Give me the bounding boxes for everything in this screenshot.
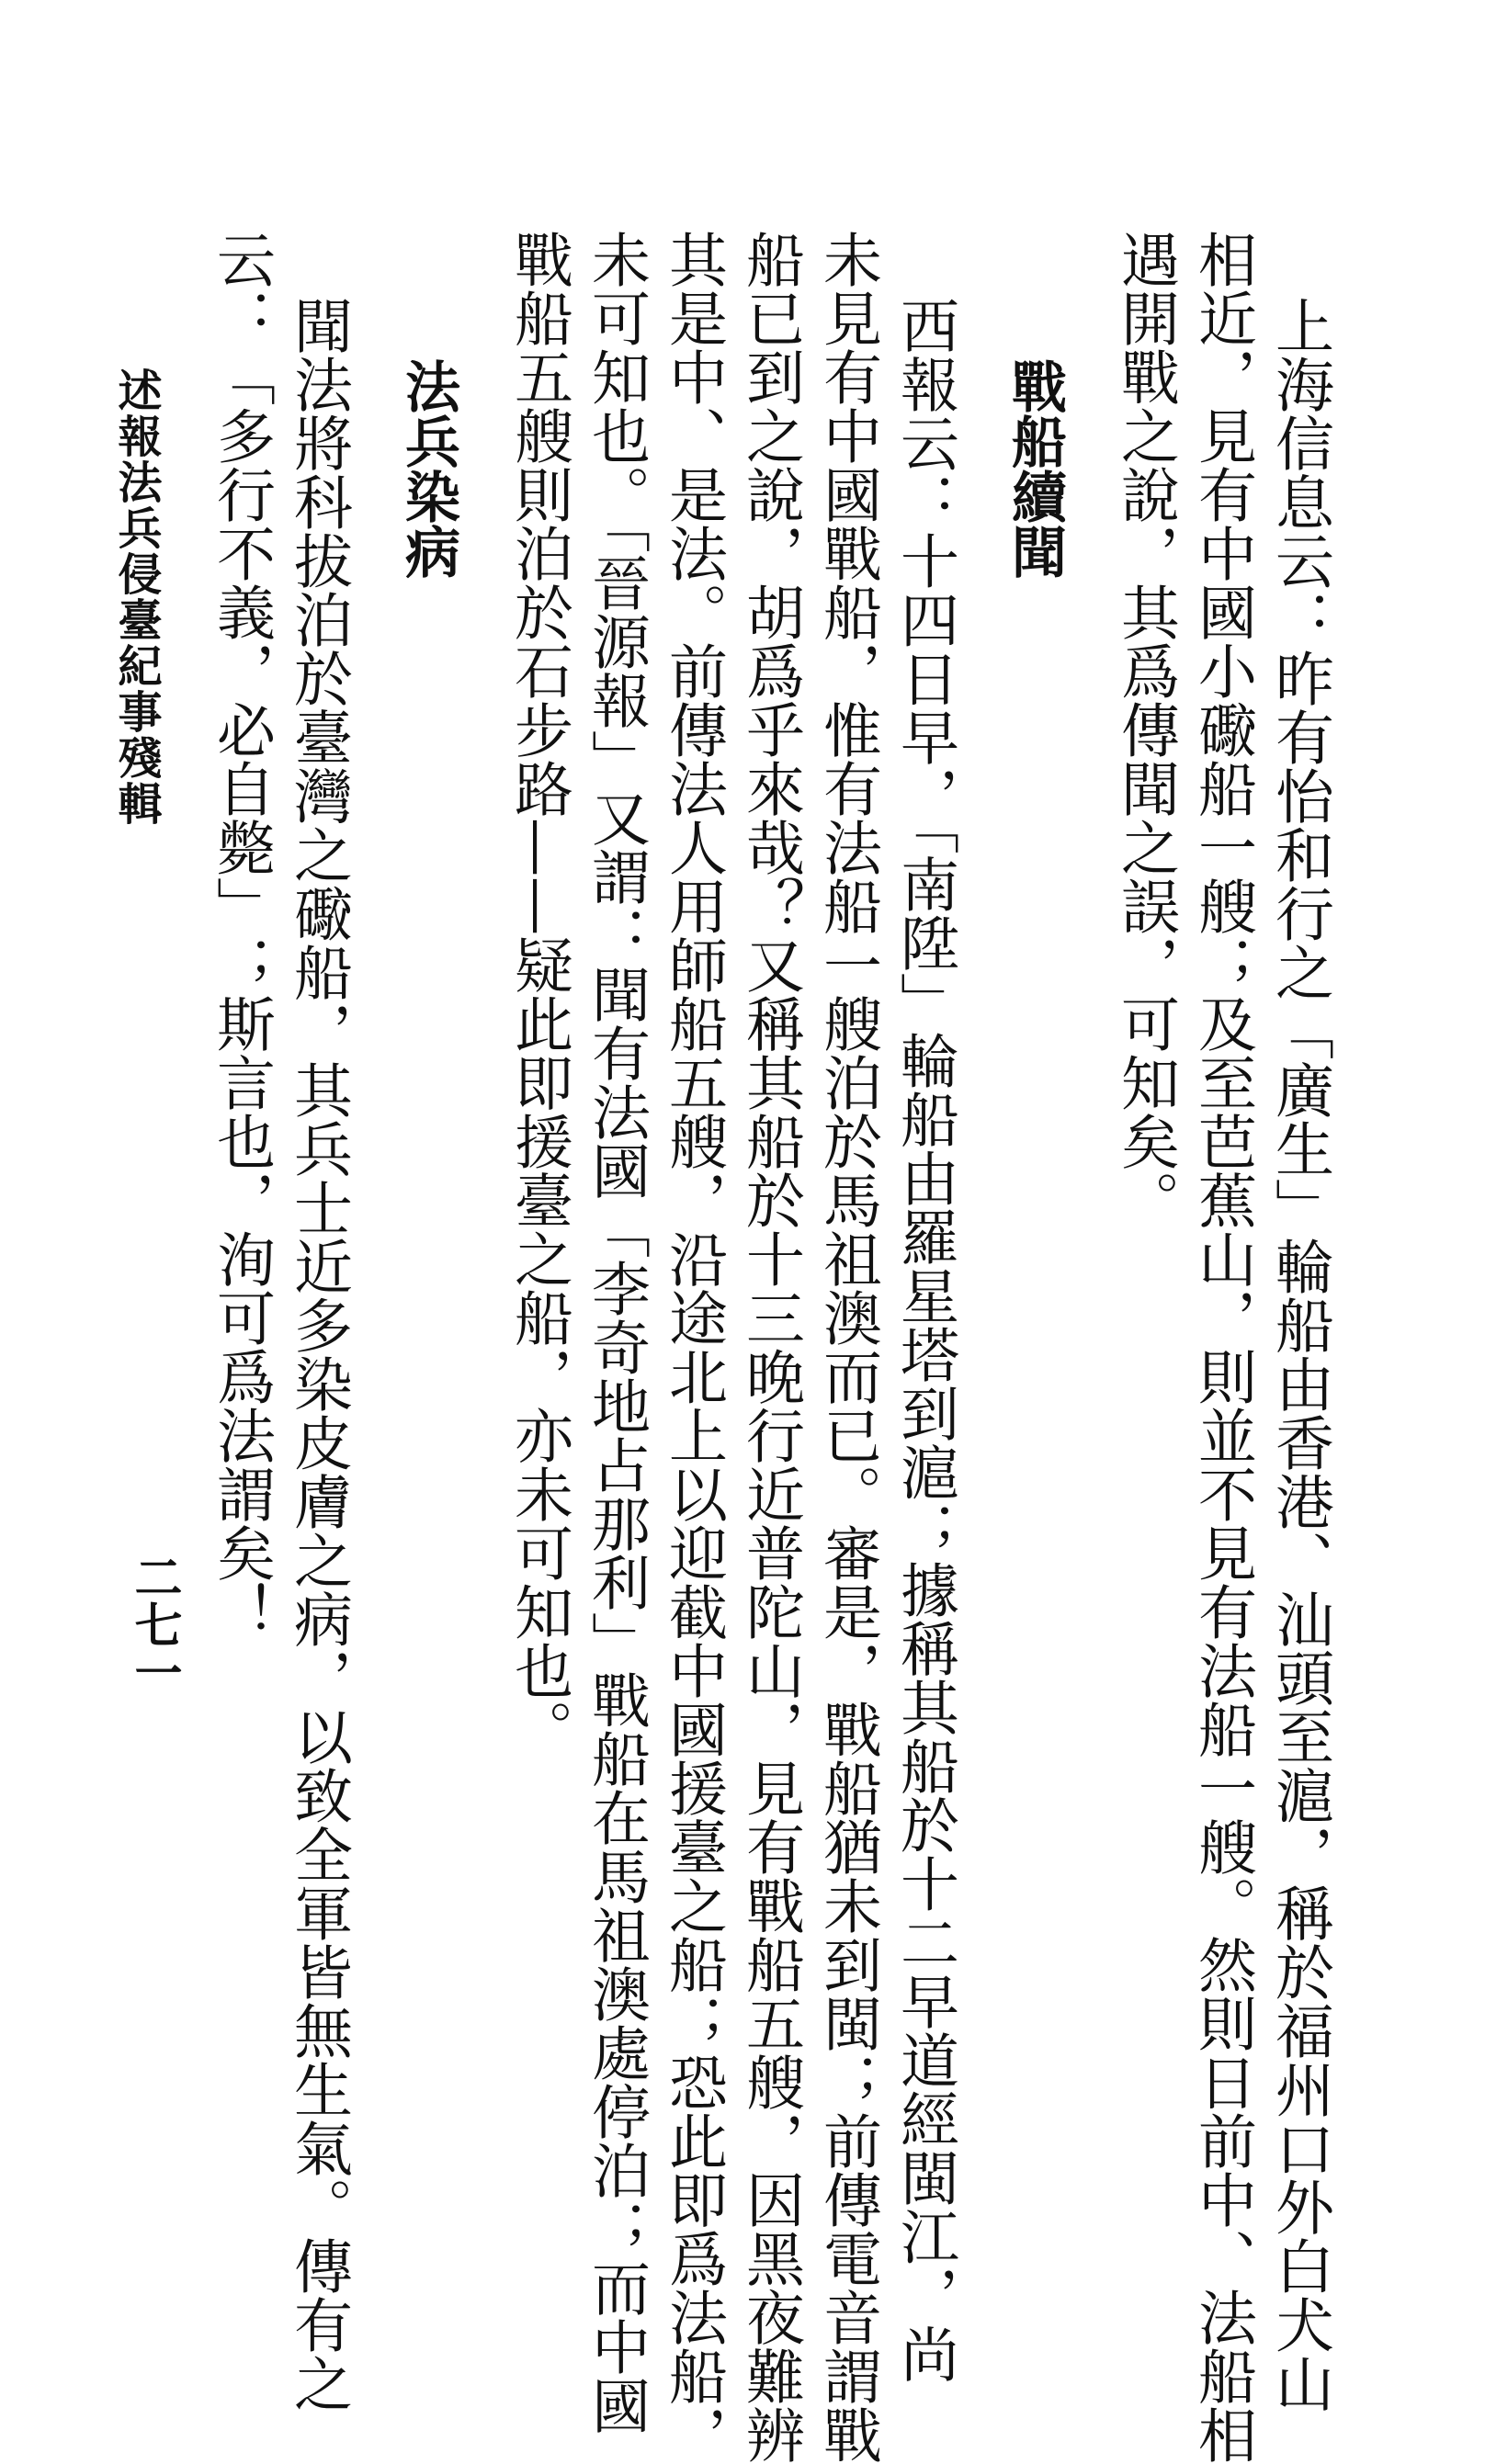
paragraph-line: 聞法將科拔泊於臺灣之礮船，其兵士近多染皮膚之病，以致全軍皆無生氣。傳有之: [284, 296, 352, 2413]
paragraph-line: 上海信息云：昨有怡和行之「廣生」輪船由香港、汕頭至滬，稱於福州口外白犬山: [1265, 296, 1333, 2413]
paragraph-line: 遇開戰之說，其爲傳聞之誤，可知矣。: [1111, 230, 1179, 1229]
paragraph-line: 云：「多行不義，必自斃」；斯言也，洵可爲法謂矣！: [207, 230, 275, 1641]
paragraph-line: 西報云：十四日早，「南陞」輪船由羅星塔到滬；據稱其船於十二早道經閩江，尚: [890, 296, 958, 2383]
paragraph-line: 戰船五艘則泊於石步路——疑此即援臺之船，亦未可知也。: [504, 230, 572, 1758]
paragraph-line: 船已到之說，胡爲乎來哉？又稱其船於十三晚行近普陀山，見有戰船五艘，因黑夜難辨: [736, 230, 804, 2464]
paragraph-line: 未可知也。「晉源報」又謂：聞有法國「李奇地占那利」戰船在馬祖澳處停泊；而中國: [582, 230, 650, 2435]
paragraph-line: 相近，見有中國小礮船一艘；及至芭蕉山，則並不見有法船一艘。然則日前中、法船相: [1188, 230, 1256, 2464]
paragraph-line: 未見有中國戰船，惟有法船一艘泊於馬祖澳而已。審是，戰船猶未到閩；前傳電音謂戰: [813, 230, 881, 2464]
section-heading-warships: 戰船續聞: [1003, 358, 1067, 579]
main-text: [202, 230, 1338, 2464]
section-heading-disease: 法兵染病: [396, 358, 460, 579]
page-number: 二七一: [126, 1553, 181, 1696]
running-title: 述報法兵侵臺紀事殘輯: [110, 367, 162, 827]
paragraph-line: 其是中、是法。前傳法人用師船五艘，沿途北上以迎截中國援臺之船；恐此即爲法船，: [659, 230, 727, 2464]
